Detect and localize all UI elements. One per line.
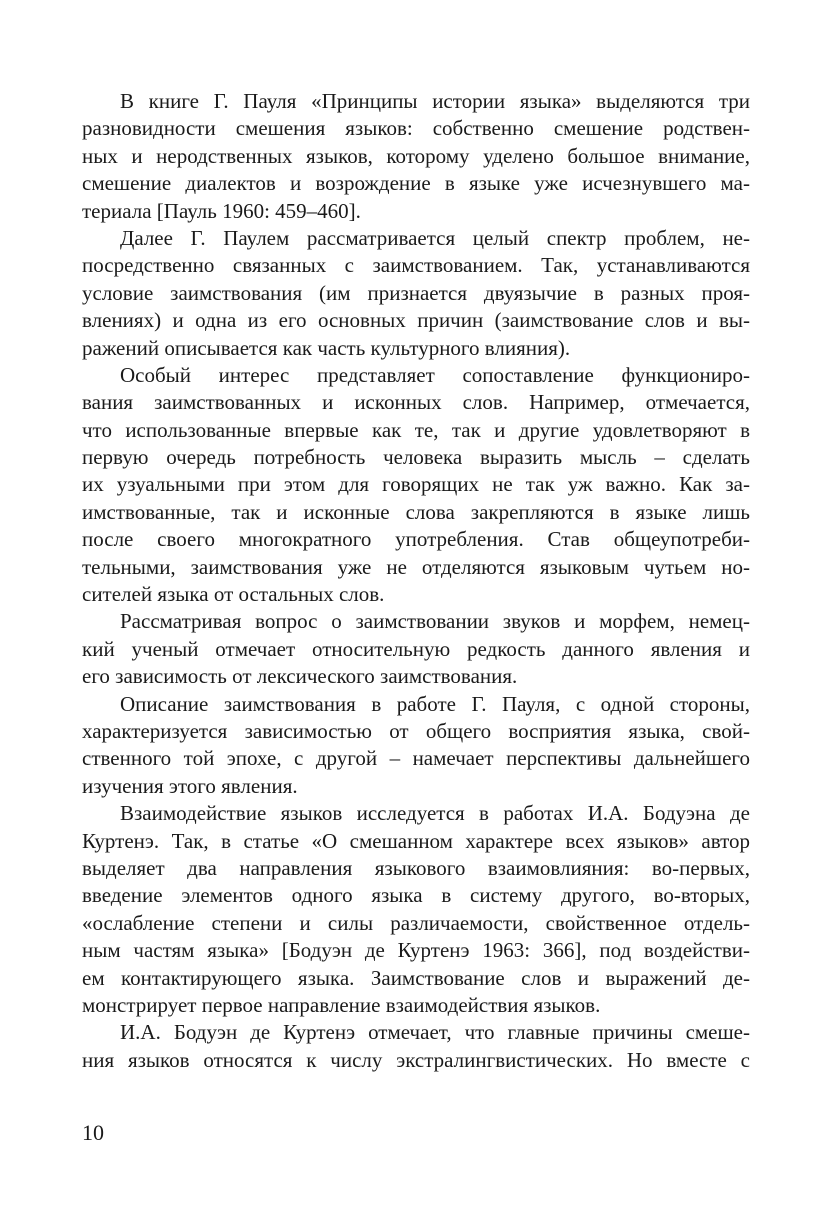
paragraph	[82, 608, 750, 690]
text-line: характеризуется зависимостью от общего восприятия языка, свой-	[82, 718, 750, 743]
text-line: ных и неродственных языков, которому уделено большое внимание,	[82, 143, 750, 168]
paragraph	[82, 691, 750, 801]
body-text	[82, 88, 750, 1074]
text-line: ражений описывается как часть культурного влияния).	[82, 335, 571, 360]
text-line: Рассматривая вопрос о заимствовании звуков и морфем, немец-	[120, 609, 750, 634]
text-line: их узуальными при этом для говорящих не так уж важно. Как за-	[82, 472, 750, 497]
text-line: разновидности смешения языков: собственно смешение родствен-	[82, 116, 750, 141]
text-line: влениях) и одна из его основных причин (заимствование слов и вы-	[82, 308, 750, 333]
text-line: первую очередь потребность человека выразить мысль – сделать	[82, 445, 750, 470]
text-line: териала [Пауль 1960: 459–460].	[82, 198, 361, 223]
text-line: выделяет два направления языкового взаимовлияния: во-первых,	[82, 855, 750, 880]
text-line: имствованные, так и исконные слова закрепляются в языке лишь	[82, 499, 750, 524]
text-line: Особый интерес представляет сопоставление функциониро-	[120, 362, 750, 387]
text-line: ем контактирующего языка. Заимствование слов и выражений де-	[82, 965, 750, 990]
text-line: В книге Г. Пауля «Принципы истории языка» выделяются три	[120, 89, 750, 113]
text-line: ния языков относятся к числу экстралингвистических. Но вместе с	[82, 1047, 750, 1072]
text-line: условие заимствования (им признается двуязычие в разных проя-	[82, 280, 750, 305]
text-line: смешение диалектов и возрождение в языке уже исчезнувшего ма-	[82, 171, 750, 196]
text-line: после своего многократного употребления. Став общеупотреби-	[82, 527, 750, 552]
text-line: посредственно связанных с заимствованием. Так, устанавливаются	[82, 253, 750, 278]
text-line: Куртенэ. Так, в статье «О смешанном характере всех языков» автор	[82, 828, 750, 853]
paragraph	[82, 362, 750, 609]
paragraph	[82, 1019, 750, 1074]
paragraph	[82, 88, 750, 225]
text-line: монстрирует первое направление взаимодействия языков.	[82, 992, 601, 1017]
paragraph	[82, 800, 750, 1019]
text-line: введение элементов одного языка в систему другого, во-вторых,	[82, 883, 750, 908]
page-number: 10	[82, 1120, 104, 1145]
text-line: ным частям языка» [Бодуэн де Куртенэ 1963: 366], под воздействи-	[82, 938, 750, 963]
text-line: «ослабление степени и силы различаемости, свойственное отдель-	[82, 910, 750, 935]
paragraph	[82, 225, 750, 362]
text-line: вания заимствованных и исконных слов. Например, отмечается,	[82, 390, 750, 415]
text-line: И.А. Бодуэн де Куртенэ отмечает, что главные причины смеше-	[120, 1020, 750, 1045]
text-line: Взаимодействие языков исследуется в работах И.А. Бодуэна де	[120, 801, 750, 826]
text-line: его зависимость от лексического заимствования.	[82, 664, 518, 689]
text-line: кий ученый отмечает относительную редкость данного явления и	[82, 636, 750, 661]
text-line: сителей языка от остальных слов.	[82, 582, 385, 607]
text-line: что использованные впервые как те, так и другие удовлетворяют в	[82, 417, 750, 442]
text-line: Описание заимствования в работе Г. Пауля, с одной стороны,	[120, 691, 750, 716]
text-line: ственного той эпохе, с другой – намечает перспективы дальнейшего	[82, 746, 750, 771]
text-line: тельными, заимствования уже не отделяются языковым чутьем но-	[82, 554, 750, 579]
text-line: изучения этого явления.	[82, 773, 298, 798]
text-line: Далее Г. Паулем рассматривается целый спектр проблем, не-	[120, 225, 750, 250]
